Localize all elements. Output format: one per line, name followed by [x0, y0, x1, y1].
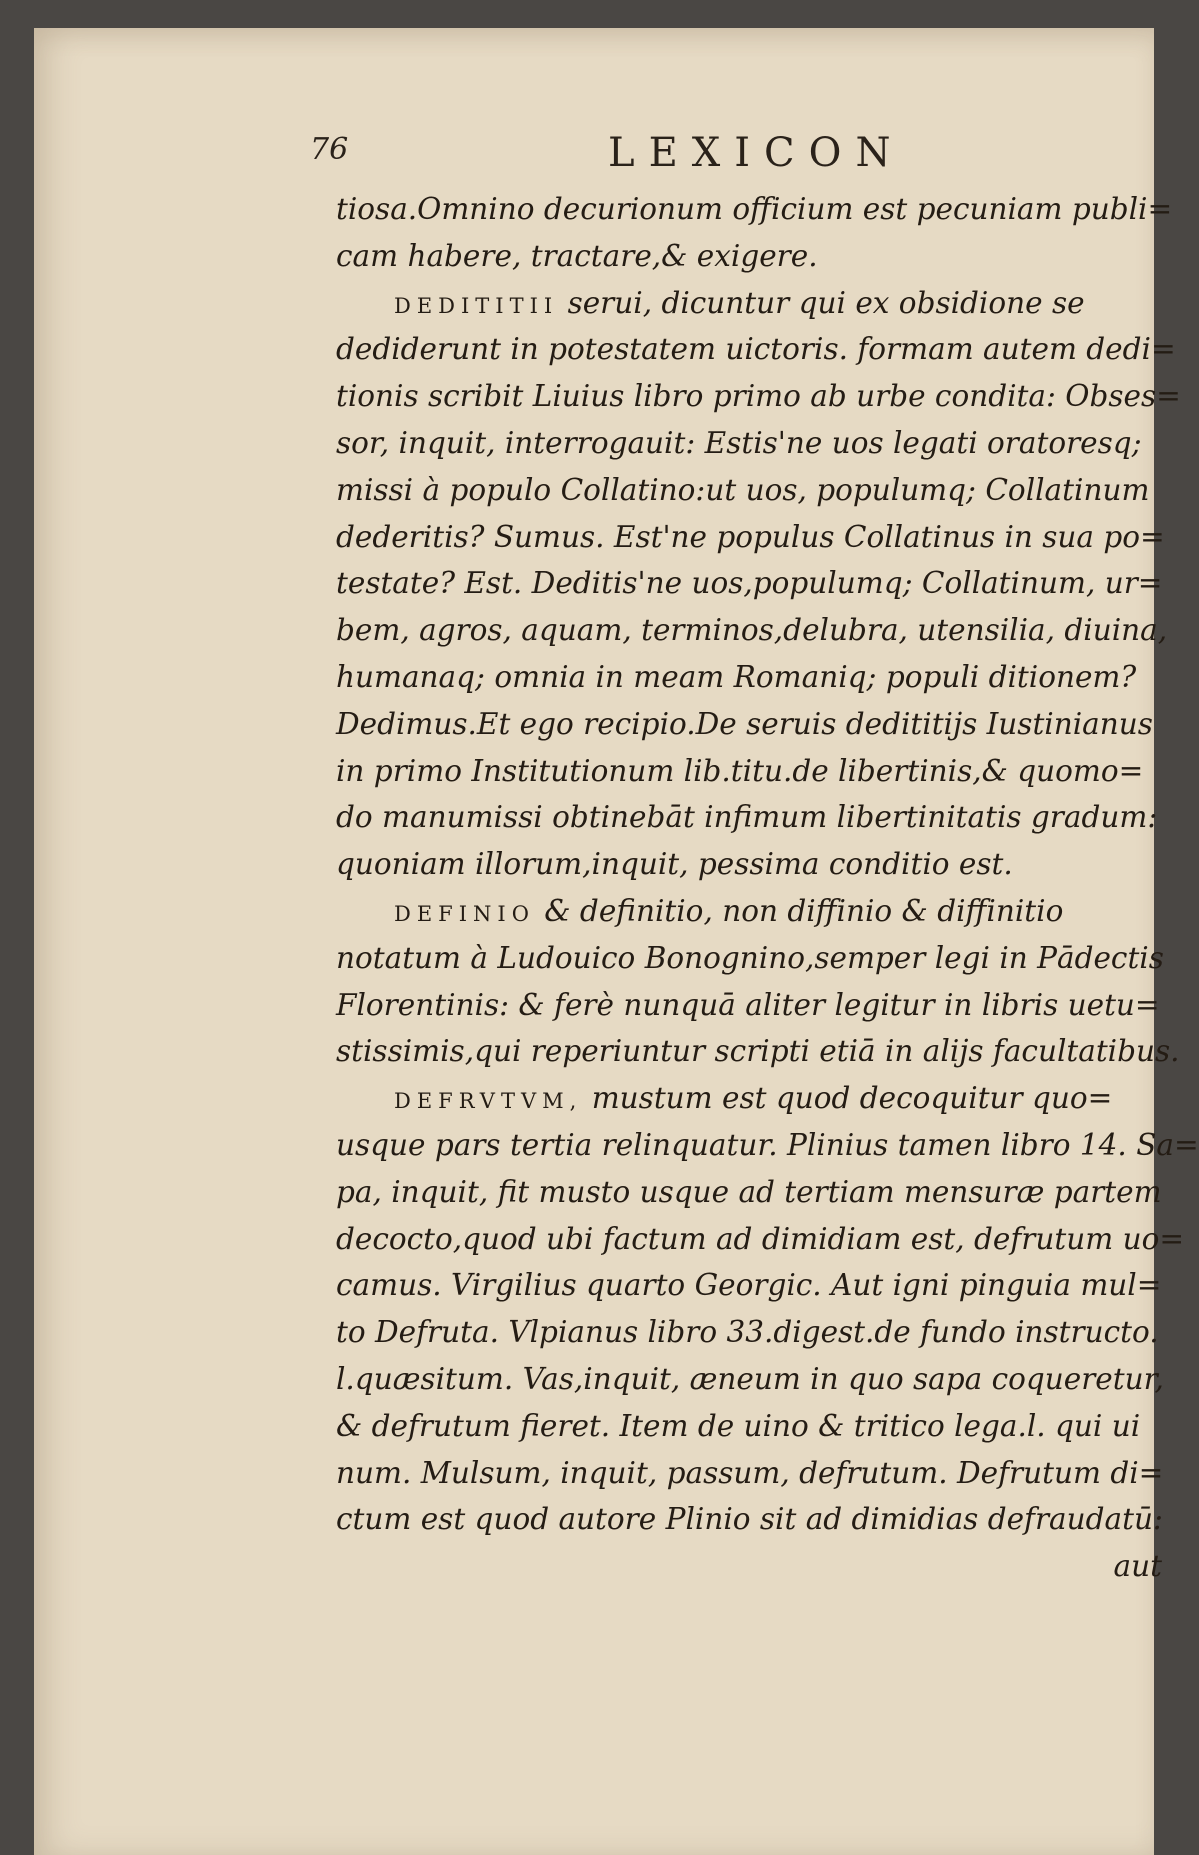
text-line — [336, 1450, 1166, 1497]
text-line — [336, 701, 1166, 748]
entry-lemma: DEDITITII — [394, 293, 559, 318]
line-text: usque pars tertia relinquatur. Plinius tamen libro 14. Sa= — [336, 1127, 1199, 1162]
line-text: do manumissi obtinebāt infimum libertinitatis gradum: — [336, 800, 1158, 835]
book-page — [34, 28, 1199, 1855]
line-text: tiosa.Omnino decurionum officium est pecuniam publi= — [336, 192, 1173, 226]
line-text: testate? Est. Deditis'ne uos,populumq; Collatinum, ur= — [336, 566, 1163, 601]
line-text: dediderunt in potestatem uictoris. formam autem dedi= — [336, 332, 1176, 367]
line-text: sor, inquit, interrogauit: Estis'ne uos legati oratoresq; — [336, 425, 1142, 460]
entry-lemma: DEFRVTVM, — [394, 1089, 583, 1114]
text-line — [336, 888, 1166, 935]
line-text: to Defruta. Vlpianus libro 33.digest.de fundo instructo. — [336, 1315, 1159, 1350]
line-text: Florentinis: & ferè nunquā aliter legitur in libris uetu= — [336, 987, 1160, 1022]
text-line — [336, 186, 1173, 233]
line-text: mustum est quod decoquitur quo= — [582, 1081, 1113, 1116]
line-text: l.quæsitum. Vas,inquit, æneum in quo sapa coqueretur, — [336, 1361, 1164, 1396]
text-line — [336, 794, 1166, 841]
running-head: LEXICON — [608, 130, 905, 176]
line-text: num. Mulsum, inquit, passum, defrutum. Defrutum di= — [336, 1455, 1164, 1490]
line-text: camus. Virgilius quarto Georgic. Aut igni pinguia mul= — [336, 1268, 1162, 1303]
line-text: decocto,quod ubi factum ad dimidiam est, defrutum uo= — [336, 1221, 1185, 1256]
line-text: tionis scribit Liuius libro primo ab urbe condita: Obses= — [336, 379, 1181, 414]
text-line — [336, 373, 1181, 420]
line-text: pa, inquit, fit musto usque ad tertiam mensuræ partem — [336, 1174, 1162, 1209]
text-line — [336, 1122, 1199, 1169]
line-text: stissimis,qui reperiuntur scripti etiā in alijs facultatibus. — [336, 1034, 1180, 1069]
line-text: dederitis? Sumus. Est'ne populus Collatinus in sua po= — [336, 519, 1165, 554]
body-text — [336, 186, 1199, 1590]
text-line — [336, 935, 1166, 982]
line-text: ctum est quod autore Plinio sit ad dimidias defraudatū: — [336, 1502, 1163, 1537]
text-line — [336, 1309, 1166, 1356]
line-text: notatum à Ludouico Bonognino,semper legi in Pādectis — [336, 940, 1164, 975]
page-number: 76 — [310, 132, 349, 167]
line-text: quoniam illorum,inquit, pessima conditio est. — [336, 847, 1013, 882]
line-text: Dedimus.Et ego recipio.De seruis dedititijs Iustinianus — [336, 706, 1153, 741]
line-text: & defrutum fieret. Item de uino & tritico lega.l. qui ui — [336, 1408, 1141, 1443]
line-text: & definitio, non diffinio & diffinitio — [534, 893, 1064, 928]
text-line — [336, 514, 1166, 561]
text-line — [336, 1216, 1185, 1263]
line-text: missi à populo Collatino:ut uos, populumq; Collatinum — [336, 472, 1150, 507]
text-line — [336, 1169, 1166, 1216]
text-line — [336, 233, 1166, 280]
line-text: in primo Institutionum lib.titu.de libertinis,& quomo= — [336, 753, 1144, 788]
catchword: aut — [1113, 1549, 1162, 1584]
text-line — [336, 982, 1166, 1029]
text-line — [336, 841, 1166, 888]
text-line — [336, 748, 1166, 795]
line-text: cam habere, tractare,& exigere. — [336, 238, 818, 273]
text-line — [336, 1496, 1166, 1543]
text-line — [336, 1075, 1166, 1122]
text-line — [336, 1262, 1166, 1309]
line-text: serui, dicuntur qui ex obsidione se — [558, 285, 1085, 320]
text-line — [336, 1028, 1180, 1075]
text-line — [336, 560, 1166, 607]
line-text: humanaq; omnia in meam Romaniq; populi ditionem? — [336, 659, 1137, 694]
text-line — [336, 1356, 1166, 1403]
entry-lemma: DEFINIO — [394, 901, 535, 926]
text-line — [336, 326, 1176, 373]
text-line — [336, 467, 1166, 514]
text-line — [336, 654, 1166, 701]
text-line — [336, 420, 1166, 467]
text-line — [336, 607, 1166, 654]
line-text: bem, agros, aquam, terminos,delubra, utensilia, diuina, — [336, 613, 1168, 648]
text-line — [336, 1403, 1166, 1450]
text-line — [336, 280, 1166, 327]
